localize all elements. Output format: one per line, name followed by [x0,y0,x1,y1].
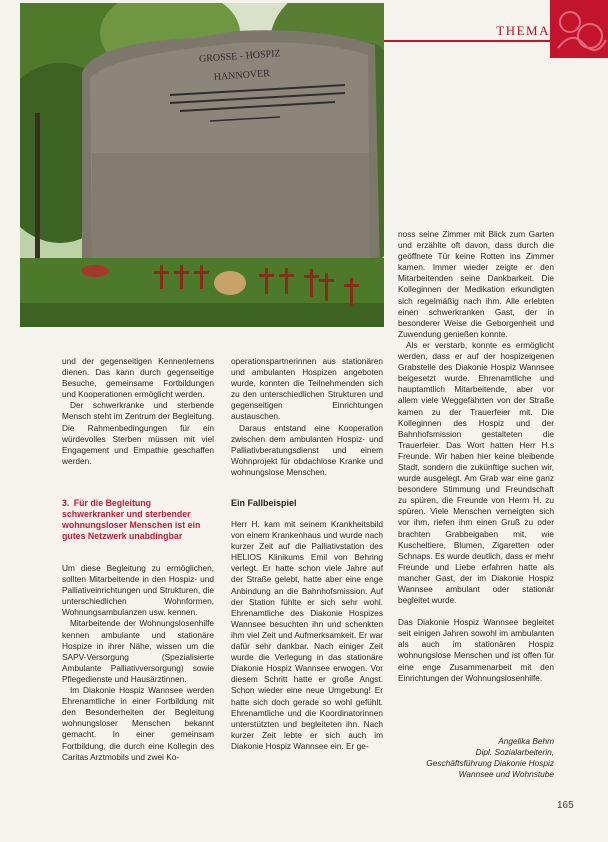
fallbeispiel-heading: Ein Fallbeispiel [231,498,297,508]
col2-paragraph-2: Daraus entstand eine Kooperation zwischen dem ambulanten Hospiz- und Palliativberatungsdienst und einem Wohnprojekt für obdachlose Kranke und wohnungslose Menschen. [231,422,383,477]
engraving-line2: HANNOVER [213,68,271,83]
column-1-continued [62,563,214,763]
col1-paragraph-5: Im Diakonie Hospiz Wannsee werden Ehrenamtliche in einer Fortbildung mit den Besonderheiten der Begleitung wohnungsloser Menschen bekannt gemacht. In einer gemeinsam Fortbildung, die durch eine Kollegin des Caritas Arztmobils und zwei Ko- [62,685,214,762]
section-label: THEMA [496,23,550,38]
col3-paragraph-2: Als er verstarb, konnte es ermöglicht werden, dass er auf der hospizeigenen Grabstelle des Diakonie Hospiz Wannsee beigesetzt wurde. Ehrenamtliche und hauptamtlich Mitarbeitende, aber vor allem viele Weggefährten von der Straße kamen zu der Trauerfeier mit. Die Kolleginnen des Hospiz und der Bahnhofsmission gestalteten die Trauerfeier. Das Wort hatten Herr H.s Freunde. Wir haben hier keine bleibende Stadt, sondern die zukünftige suchen wir, wurde ausgelegt. Am Grab war eine ganz besondere Stimmung und Freundschaft zu spüren, die Freunde von Herrn H. zu spüren. Viele Menschen verneigten sich vor ihm, riefen ihm einen Gruß zu oder brachten Grabbeigaben mit, wie Kuscheltiere, Blumen, Zigaretten oder Schnaps. Es wurde deutlich, dass er mehr Freunde und Liebe erfahren hatte als mancher Gast, der im Diakonie Hospiz Wannsee ambulant oder stationär begleitet wurde. [398,339,554,606]
rubric-rule [384,40,550,42]
col2-paragraph-3: Herr H. kam mit seinem Krankheitsbild von einem Krankenhaus und wurde nach kurzer Zeit auf die Palliativstation des HELIOS Klinikums Emil von Behring verlegt. Er hatte schon viele Jahre auf der Straße gelebt, hatte aber eine enge Anbindung an die Bahnhofsmission. Auf der Station fühlte er sich sehr wohl. Ehrenamtliche des Diakonie Hospizes Wannsee besuchten ihn und schenkten ihm viel Zeit und Aufmerksamkeit. Er war dafür sehr dankbar. Nach einiger Zeit wurde die Verlegung in das stationäre Diakonie Hospiz Wannsee erwogen. Vor diesem Schritt hatte er große Angst. Schon wieder eine neue Umgebung! Er hatte sich doch gerade so wohl gefühlt. Ehrenamtliche und die Koordinatorinnen unterstützten und begleiteten ihn. Nach kurzer Zeit lebte er sich auch im Diakonie Hospiz Wannsee ein. Er ge- [231,519,383,751]
column-2-continued [231,519,383,752]
column-1 [62,356,214,467]
section-rubric [384,0,608,58]
col1-paragraph-2: Der schwerkranke und sterbende Mensch steht im Zentrum der Begleitung. Die Rahmenbedingungen für ein würdevolles Sterben müssen mit viel Engagement und Empathie geschaffen werden. [62,400,214,466]
author-name: Angelika Behm [498,736,554,746]
page-number: 165 [557,800,574,811]
col3-paragraph-3: Das Diakonie Hospiz Wannsee begleitet seit einigen Jahren sowohl im ambulanten als auch im stationären Hospiz wohnungslose Menschen und ist offen für eine enge Zusammenarbeit mit den Einrichtungen der Wohnungslosenhilfe. [398,617,554,683]
col1-paragraph-1: und der gegenseitigen Kennenlernens dienen. Das kann durch gegenseitige Besuche, gemeinsame Fortbildungen und Kooperationen ermöglicht werden. [62,356,214,400]
section-heading-number: 3. [62,498,70,508]
cemetery-photo [20,3,384,327]
col1-paragraph-4: Mitarbeitende der Wohnungslosenhilfe kennen ambulante und stationäre Hospize in ihrer Nähe, wissen um die SAPV-Versorgung (Spezialisierte Ambulante Palliativversorgung) sowie Pflegedienste und Hausärztinnen. [62,618,214,684]
author-org-line2: Wannsee und Wohnstube [458,769,554,780]
col2-paragraph-1: operationspartnerinnen aus stationären und ambulanten Hospizen angeboten wurde, konnten die Teilnehmenden sich zu den unterschiedlichen Strukturen und gegenseitigen Einrichtungen austauschen. [231,356,383,422]
col3-paragraph-1: noss seine Zimmer mit Blick zum Garten und erzählte oft davon, dass durch die geöffnete Tür keine Rotten ins Zimmer kamen. Immer wieder zeigte er den Mitarbeitenden seine Dankbarkeit. Die Kolleginnen der Medikation erkundigten sich regelmäßig nach ihm. Alle erlebten einen schwerkranken Gast, der in besonderer Weise die Geborgenheit und Zuwendung genießen konnte. [398,229,554,339]
ornament-icon [550,0,608,58]
section-heading-3 [62,498,214,542]
section-heading-text: Für die Begleitung schwerkranker und sterbender wohnungsloser Menschen ist ein gutes Netzwerk unabdingbar [62,498,201,542]
author-signature [394,736,554,780]
col1-paragraph-3: Um diese Begleitung zu ermöglichen, sollten Mitarbeitende in den Hospiz- und Palliativeinrichtungen und Strukturen, die unterschiedlichen Wohnformen, Wohnungsambulanzen usw. kennen. [62,563,214,618]
column-3 [398,229,554,684]
column-2 [231,356,383,478]
author-org-line1: Geschäftsführung Diakonie Hospiz [426,758,554,769]
author-role: Dipl. Sozialarbeiterin, [475,747,554,758]
engraving-line1: GROSSE - HOSPIZ [198,48,281,65]
